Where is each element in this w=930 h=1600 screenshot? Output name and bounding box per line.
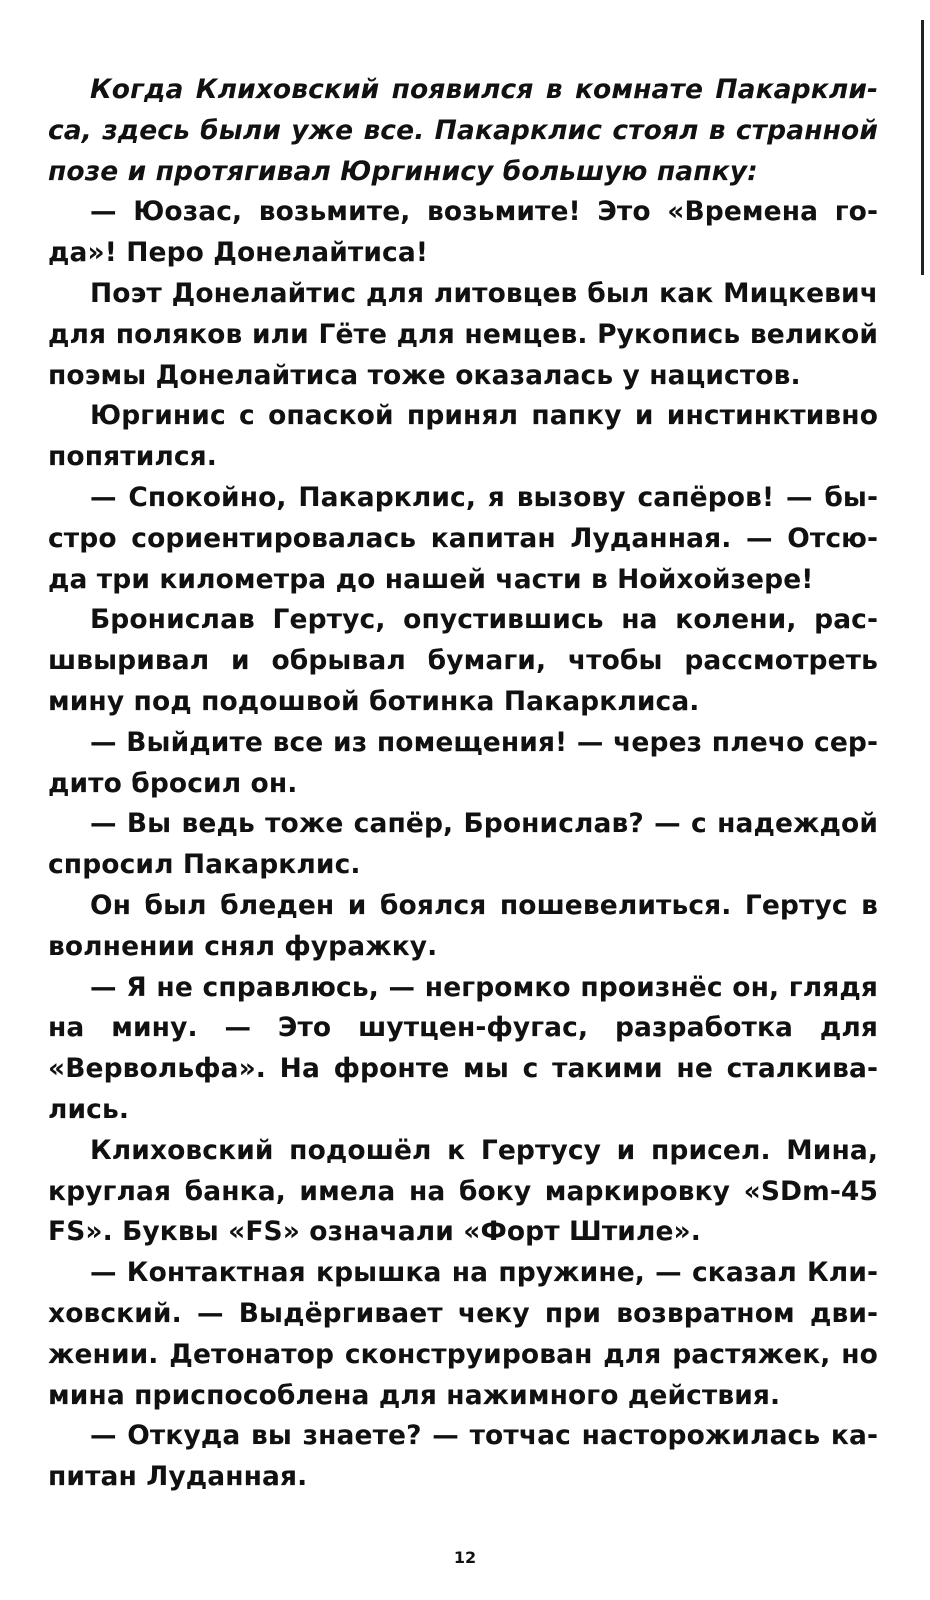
body-text: [48, 70, 878, 1498]
page-edge-line: [921, 20, 924, 275]
paragraph: Бронислав Гертус, опустившись на колени, расшвыривал и обрывал бумаги, чтобы рассмотреть мину под подошвой ботинка Пакарклиса.: [48, 604, 878, 717]
paragraph: Юргинис с опаской принял папку и инстинктивно попятился.: [48, 400, 878, 473]
paragraph: Он был бледен и боялся пошевелиться. Гертус в волнении снял фуражку.: [48, 889, 878, 962]
paragraph: — Юозас, возьмите, возьмите! Это «Времена года»! Перо Донелайтиса!: [48, 196, 878, 269]
paragraph: — Вы ведь тоже сапёр, Бронислав? — с надеждой спросил Пакарклис.: [48, 808, 878, 881]
paragraph: — Контактная крышка на пружине, — сказал Клиховский. — Выдёргивает чеку при возвратном движении. Детонатор сконструирован для растяжек, но мина приспособлена для нажимного действия.: [48, 1257, 878, 1411]
paragraph: Когда Клиховский появился в комнате Пакарклиса, здесь были уже все. Пакарклис стоял в странной позе и протягивал Юргинису большую папку:: [48, 74, 878, 187]
page-number: 12: [453, 1548, 477, 1567]
paragraph: — Выйдите все из помещения! — через плечо сердито бросил он.: [48, 726, 878, 799]
paragraph: — Я не справлюсь, — негромко произнёс он, глядя на мину. — Это шутцен-фугас, разработка для «Вервольфа». На фронте мы с такими не сталкивались.: [48, 971, 878, 1125]
paragraph: — Спокойно, Пакарклис, я вызову сапёров! — быстро сориентировалась капитан Луданная. — Отсюда три километра до нашей части в Нойхойзере!: [48, 481, 878, 595]
paragraph: — Откуда вы знаете? — тотчас насторожилась капитан Луданная.: [48, 1420, 878, 1493]
paragraph: Клиховский подошёл к Гертусу и присел. Мина, круглая банка, имела на боку маркировку «SDm-45 FS». Буквы «FS» означали «Форт Штиле».: [48, 1134, 878, 1248]
paragraph: Поэт Донелайтис для литовцев был как Мицкевич для поляков или Гёте для немцев. Рукопись великой поэмы Донелайтиса тоже оказалась у нацистов.: [48, 277, 878, 391]
